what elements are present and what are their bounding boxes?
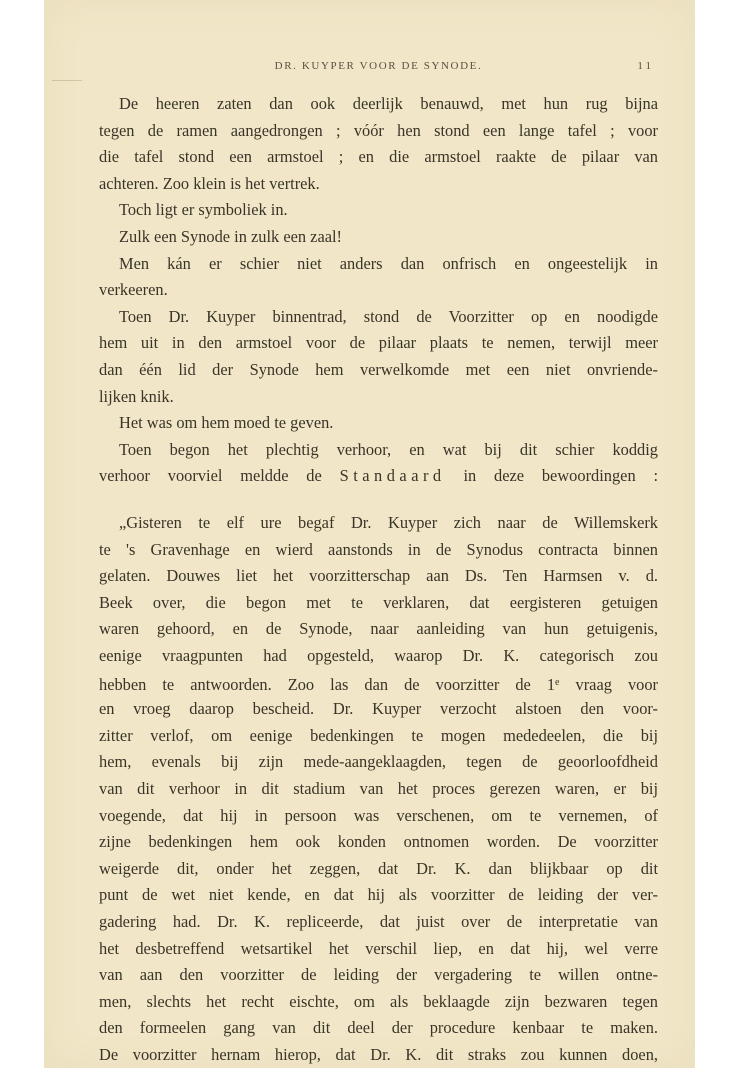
text-line: Toen Dr. Kuyper binnentrad, stond de Voorzitter op en noodigde [119,306,658,326]
text-line: het desbetreffend wetsartikel het verschil liep, en dat hij, wel verre [99,938,658,958]
paragraph-7 [99,437,658,490]
text-line: den formeelen gang van dit deel der procedure kenbaar te maken. [99,1018,658,1038]
quoted-passage [99,510,658,1068]
text-line: hem uit in den armstoel voor de pilaar plaats te nemen, terwijl meer [99,333,658,353]
paragraph-4 [99,251,658,304]
text-line: zijne bedenkingen hem ook konden ontnomen worden. De voorzitter [99,832,658,852]
text-line: dan één lid der Synode hem verwelkomde met een niet onvriende- [99,359,658,379]
text-line: van aan den voorzitter de leiding der vergadering te willen ontne- [99,965,658,985]
text-line: gadering had. Dr. K. repliceerde, dat juist over de interpretatie van [99,911,658,931]
text-line: te 's Gravenhage en wierd aanstonds in de Synodus contracta binnen [99,539,658,559]
text-line: en vroeg daarop bescheid. Dr. Kuyper verzocht alstoen den voor- [99,699,658,719]
text-line: men, slechts het recht eischte, om als beklaagde zijn bezwaren tegen [99,991,658,1011]
text-line: voegende, dat hij in persoon was verschenen, om te vernemen, of [99,805,658,825]
running-header [99,58,658,78]
text-line: Men kán er schier niet anders dan onfrisch en ongeestelijk in [119,253,658,273]
text-line: Toch ligt er symboliek in. [119,200,288,220]
text-line: gelaten. Douwes liet het voorzitterschap aan Ds. Ten Harmsen v. d. [99,566,658,586]
page-number: 11 [637,60,654,72]
text-segment: verhoor voorviel meldde de [99,466,322,486]
header-title: DR. KUYPER VOOR DE SYNODE. [274,60,483,72]
text-line: die tafel stond een armstoel ; en die armstoel raakte de pilaar van [99,147,658,167]
text-line: Toen begon het plechtig verhoor, en wat bij dit schier koddig [119,439,658,459]
text-line [99,670,658,697]
text-line: van dit verhoor in dit stadium van het proces gerezen waren, er bij [99,778,658,798]
text-line: Beek over, die begon met te verklaren, dat eergisteren getuigen [99,592,658,612]
text-line: De voorzitter hernam hierop, dat Dr. K. dit straks zou kunnen doen, [99,1044,658,1064]
paragraph-3 [99,224,658,251]
text-line: hem, evenals bij zijn mede-aangeklaagden, tegen de geoorloofdheid [99,752,658,772]
paragraph-1 [99,91,658,197]
text-segment: in deze bewoordingen : [463,466,659,486]
text-line: weigerde dit, onder het zeggen, dat Dr. K. dan blijkbaar op dit [99,858,658,878]
text-line: eenige vraagpunten had opgesteld, waarop Dr. K. categorisch zou [99,645,658,665]
paragraph-5 [99,304,658,410]
text-line: punt de wet niet kende, en dat hij als voorzitter de leiding der ver- [99,885,658,905]
text-segment: hebben te antwoorden. Zoo las dan de voorzitter de 1 [99,674,556,694]
text-line: „Gisteren te elf ure begaf Dr. Kuyper zich naar de Willemskerk [119,513,658,532]
paragraph-2 [99,197,658,224]
text-segment: vraag voor [575,674,658,694]
scanned-page [44,0,695,1068]
text-line: zitter verlof, om eenige bedenkingen te mogen mededeelen, die bij [99,725,658,745]
text-line: verkeeren. [99,280,168,300]
text-line: achteren. Zoo klein is het vertrek. [99,173,320,193]
superscript: e [555,676,560,688]
text-line: waren gehoord, en de Synode, naar aanleiding van hun getuigenis, [99,619,658,639]
text-line: De heeren zaten dan ook deerlijk benauwd, met hun rug bijna [119,94,658,113]
text-line: Het was om hem moed te geven. [119,413,334,433]
paragraph-6 [99,410,658,437]
text-line: Zulk een Synode in zulk een zaal! [119,227,343,246]
margin-mark [52,80,82,81]
text-line: lijken knik. [99,386,174,406]
newspaper-name: Standaard [339,466,446,486]
text-line [99,463,658,490]
text-line: tegen de ramen aangedrongen ; vóór hen stond een lange tafel ; voor [99,120,658,140]
